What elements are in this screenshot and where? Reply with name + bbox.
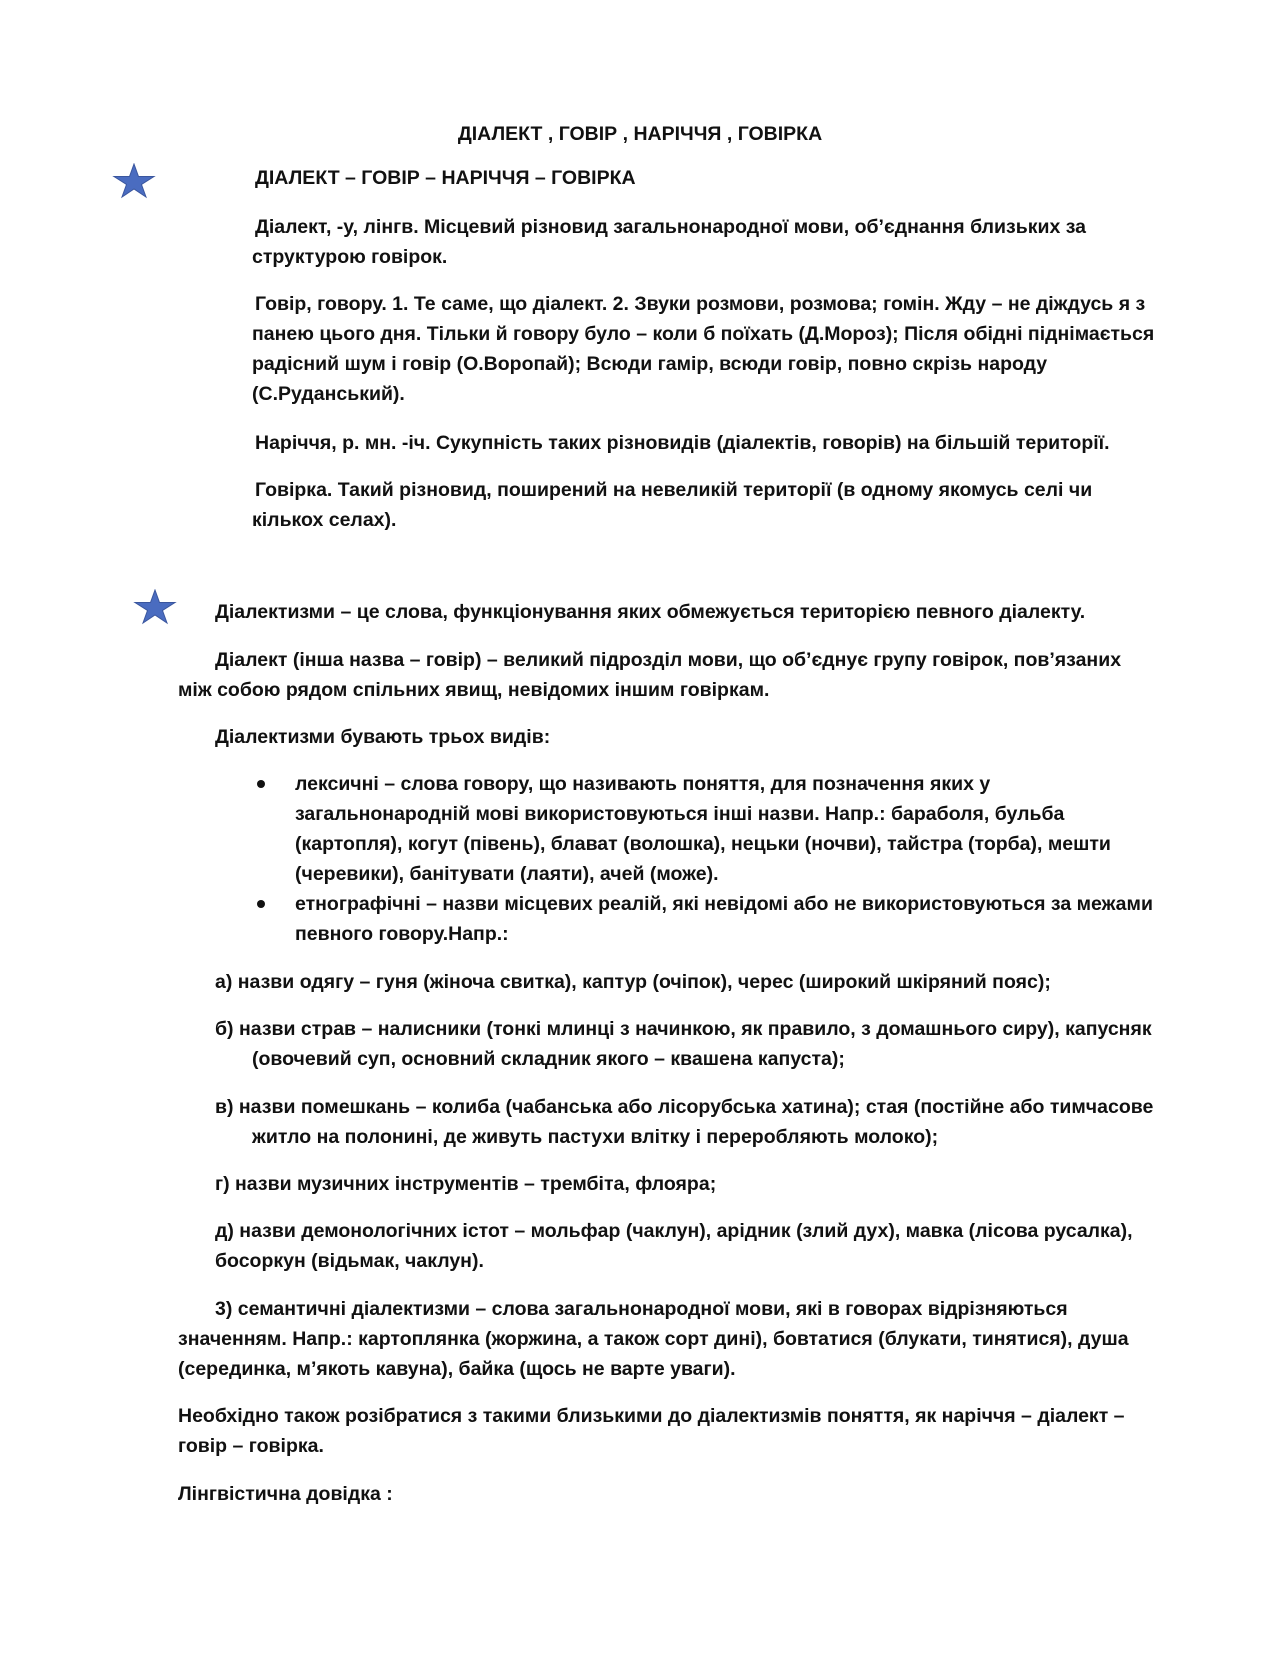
- text-line: певного говору.Напр.:: [295, 923, 509, 945]
- bullet-icon: [257, 900, 265, 908]
- star-icon: [112, 163, 156, 199]
- text-line: б) назви страв – налисники (тонкі млинці з начинкою, як правило, з домашнього сиру), капусняк: [215, 1018, 1152, 1040]
- text-line: в) назви помешкань – колиба (чабанська або лісорубська хатина); стая (постійне або тимчасове: [215, 1096, 1154, 1118]
- text-line: кількох селах).: [252, 509, 397, 531]
- reference-heading: Лінгвістична довідка :: [178, 1483, 393, 1505]
- document-title: ДІАЛЕКТ , ГОВІР , НАРІЧЧЯ , ГОВІРКА: [457, 123, 823, 145]
- star-icon: [133, 589, 177, 625]
- paragraph-narichchia: Наріччя, р. мн. -іч. Сукупність таких різновидів (діалектів, говорів) на більшій території.: [255, 432, 1110, 454]
- text-line: радісний шум і говір (О.Воропай); Всюди гамір, всюди говір, повно скрізь народу: [252, 353, 1048, 375]
- text-line: босоркун (відьмак, чаклун).: [215, 1250, 484, 1272]
- text-line: говір – говірка.: [178, 1435, 324, 1457]
- sub-item-a: а) назви одягу – гуня (жіноча свитка), каптур (очіпок), черес (широкий шкіряний пояс);: [215, 971, 1051, 993]
- text-line: етнографічні – назви місцевих реалій, які невідомі або не використовуються за межами: [295, 893, 1153, 915]
- text-line: загальнонародній мові використовуються інші назви. Напр.: бараболя, бульба: [295, 803, 1065, 825]
- text-line: (С.Руданський).: [252, 383, 405, 405]
- text-line: Говір, говору. 1. Те саме, що діалект. 2. Звуки розмови, розмова; гомін. Жду – не діждусь я з: [255, 293, 1146, 315]
- text-line: (картопля), когут (півень), блават (волошка), нецьки (ночви), тайстра (торба), мешти: [295, 833, 1111, 855]
- text-line: д) назви демонологічних істот – мольфар (чаклун), арідник (злий дух), мавка (лісова русалка),: [215, 1220, 1133, 1242]
- types-intro: Діалектизми бувають трьох видів:: [215, 726, 551, 748]
- text-line: (серединка, м’якоть кавуна), байка (щось не варте уваги).: [178, 1358, 736, 1380]
- text-line: Говірка. Такий різновид, поширений на невеликій території (в одному якомусь селі чи: [255, 479, 1093, 501]
- text-line: житло на полонині, де живуть пастухи влітку і переробляють молоко);: [252, 1126, 939, 1148]
- text-line: Діалект (інша назва – говір) – великий підрозділ мови, що об’єднує групу говірок, пов’язаних: [215, 649, 1122, 671]
- text-line: 3) семантичні діалектизми – слова загальнонародної мови, які в говорах відрізняються: [215, 1298, 1068, 1320]
- text-line: значенням. Напр.: картоплянка (жоржина, а також сорт дині), бовтатися (блукати, тинятися), душа: [178, 1328, 1129, 1350]
- definition-dialektyzmy: Діалектизми – це слова, функціонування яких обмежується територією певного діалекту.: [215, 601, 1086, 623]
- section-heading: ДІАЛЕКТ – ГОВІР – НАРІЧЧЯ – ГОВІРКА: [255, 167, 636, 189]
- text-line: панею цього дня. Тільки й говору було – коли б поїхать (Д.Мороз); Після обідні піднімається: [252, 323, 1155, 345]
- bullet-icon: [257, 780, 265, 788]
- text-line: (овочевий суп, основний складник якого – квашена капуста);: [252, 1048, 845, 1070]
- sub-item-g: г) назви музичних інструментів – трембіта, флояра;: [215, 1173, 717, 1195]
- text-line: структурою говірок.: [252, 246, 448, 268]
- text-line: між собою рядом спільних явищ, невідомих іншим говіркам.: [178, 679, 770, 701]
- text-line: (черевики), банітувати (лаяти), ачей (може).: [295, 863, 719, 885]
- text-line: Необхідно також розібратися з такими близькими до діалектизмів поняття, як наріччя – діалект –: [178, 1405, 1125, 1427]
- text-line: Діалект, -у, лінгв. Місцевий різновид загальнонародної мови, об’єднання близьких за: [255, 216, 1087, 238]
- text-line: лексичні – слова говору, що називають поняття, для позначення яких у: [295, 773, 991, 795]
